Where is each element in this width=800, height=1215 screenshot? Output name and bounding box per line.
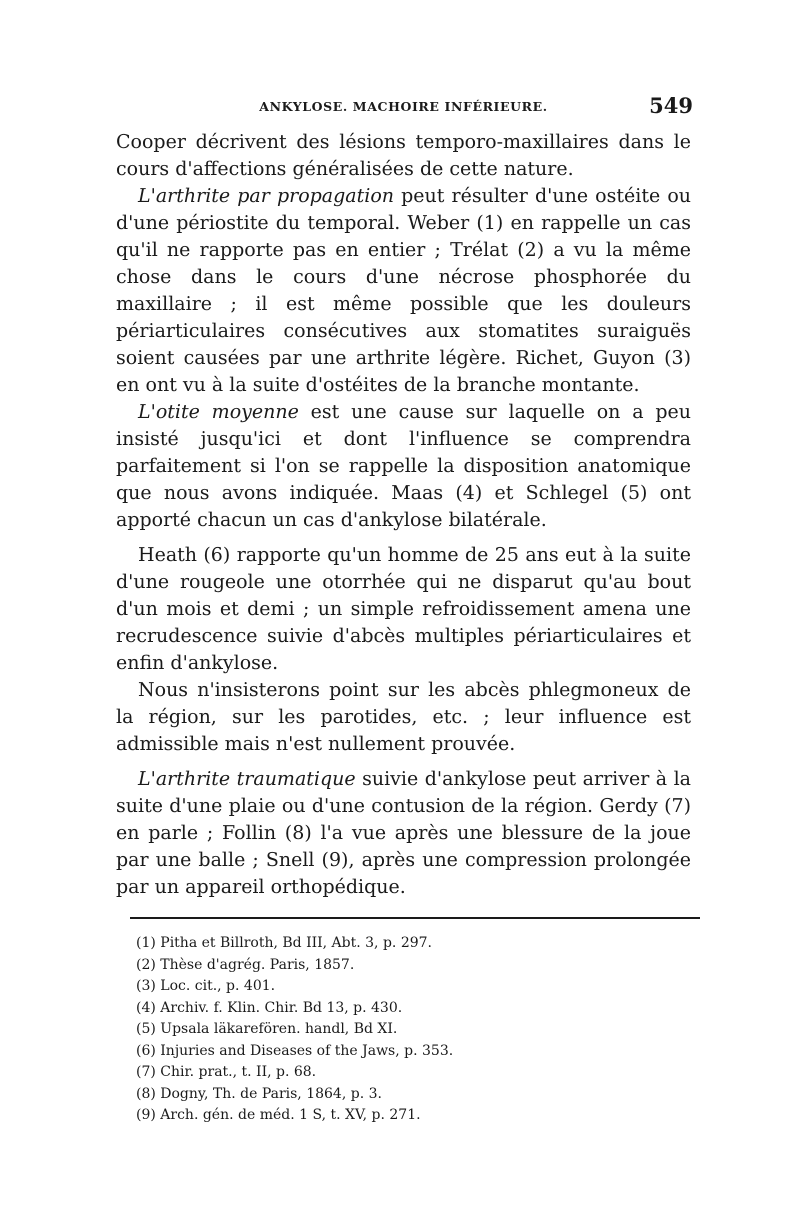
paragraph-text: est une cause sur laquelle on a peu insisté jusqu'ici et dont l'influence se comprendra parfaitement si l'on se rappelle la disposition anatomique que nous avons indiquée. Maas (4) et Schlegel (5) ont apporté chacun un cas d'ankylose bilatérale. [116, 401, 692, 531]
paragraph-4 [116, 542, 691, 677]
body-text [116, 129, 691, 901]
paragraph-text: Nous n'insisterons point sur les abcès phlegmoneux de la région, sur les parotides, etc. ; leur influence est admissible mais n'est nullement prouvée. [116, 679, 691, 755]
paragraph-2 [116, 183, 691, 399]
paragraph-text: Cooper décrivent des lésions temporo-maxillaires dans le cours d'affections généralisées de cette nature. [116, 131, 691, 180]
paragraph-3 [116, 399, 691, 534]
header-title: ANKYLOSE. MACHOIRE INFÉRIEURE. [259, 99, 548, 114]
footnote: (1) Pitha et Billroth, Bd III, Abt. 3, p. 297. [136, 935, 432, 951]
book-page [116, 95, 691, 1127]
footnote: (2) Thèse d'agrég. Paris, 1857. [136, 956, 355, 973]
paragraph-emphasis: L'arthrite traumatique [138, 768, 356, 790]
footnote: (7) Chir. prat., t. II, p. 68. [136, 1064, 317, 1080]
running-header [116, 95, 691, 129]
paragraph-1 [116, 129, 691, 183]
paragraph-text: Heath (6) rapporte qu'un homme de 25 ans eut à la suite d'une rougeole une otorrhée qui ne disparut qu'au bout d'un mois et demi ; un simple refroidissement amena une recrudescence suivie d'abcès multiples périarticulaires et enfin d'ankylose. [116, 544, 691, 674]
paragraph-5 [116, 677, 691, 758]
footnote: (5) Upsala läkarefören. handl, Bd XI. [136, 1021, 398, 1037]
page-number: 549 [649, 93, 693, 118]
footnotes [136, 933, 691, 1127]
footnote: (3) Loc. cit., p. 401. [136, 978, 276, 994]
footnote-divider [130, 917, 700, 919]
paragraph-text: peut résulter d'une ostéite ou d'une périostite du temporal. Weber (1) en rappelle un cas qu'il ne rapporte pas en entier ; Trélat (2) a vu la même chose dans le cours d'une nécrose phosphorée du maxillaire ; il est même possible que les douleurs périarticulaires consécutives aux stomatites suraiguës soient causées par une arthrite légère. Richet, Guyon (3) en ont vu à la suite d'ostéites de la branche montante. [116, 185, 691, 396]
paragraph-6 [116, 766, 691, 901]
paragraph-emphasis: L'arthrite par propagation [138, 185, 395, 207]
footnote: (8) Dogny, Th. de Paris, 1864, p. 3. [136, 1085, 382, 1102]
paragraph-text: suivie d'ankylose peut arriver à la suite d'une plaie ou d'une contusion de la région. Gerdy (7) en parle ; Follin (8) l'a vue après une blessure de la joue par une balle ; Snell (9), après une compression prolongée par un appareil orthopédique. [116, 768, 691, 898]
footnote: (6) Injuries and Diseases of the Jaws, p. 353. [136, 1042, 454, 1059]
footnote: (9) Arch. gén. de méd. 1 S, t. XV, p. 271. [136, 1107, 421, 1123]
paragraph-emphasis: L'otite moyenne [138, 401, 299, 423]
footnote: (4) Archiv. f. Klin. Chir. Bd 13, p. 430. [136, 999, 403, 1016]
